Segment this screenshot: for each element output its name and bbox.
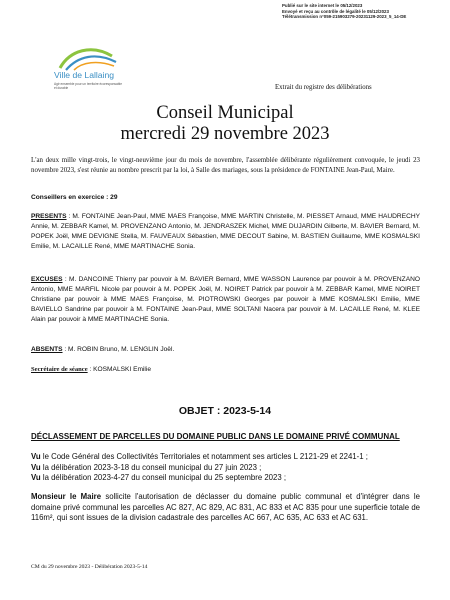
main-subject: Monsieur le Maire	[31, 492, 102, 501]
declassement-heading: DÉCLASSEMENT DE PARCELLES DU DOMAINE PUBLIC DANS LE DOMAINE PRIVÉ COMMUNAL	[31, 432, 400, 441]
vu-label: Vu	[31, 462, 41, 472]
vu-item	[31, 463, 420, 474]
meeting-date: mercredi 29 novembre 2023	[120, 124, 330, 144]
register-extract-label: Extrait du registre des délibérations	[275, 84, 372, 91]
vu-item	[31, 452, 420, 463]
objet-heading: OBJET : 2023-5-14	[178, 405, 272, 417]
logo-swoosh-icon	[52, 42, 132, 72]
presents-list: : M. FONTAINE Jean-Paul, MME MAES Françoise, MME MARTIN Christelle, M. PIESSET Arnaud, MME HAUDRECHY Annie, M. ZEBBAR Kamel, M. PROVENZANO Antonio, M. JENDRASZEK Michel, MME DUJARDIN Gilberte, M. BAVIER Bernard, M. POPEK Joël, MME DEVIGNE Stella, M. FAUVEAUX Sébastien, MME DECOUT Sabine, M. BASTIEN Guillaume, MME KOSMALSKI Emilie, M. LACAILLE René, MME MARTINACHE Sonia.	[31, 213, 420, 250]
page-footer: CM du 29 novembre 2023 - Délibération 2023-5-14	[31, 564, 148, 570]
excuses-label: EXCUSES	[31, 276, 63, 283]
transmission-stamp	[282, 3, 447, 20]
document-title: Conseil Municipal	[156, 103, 294, 123]
absents-label: ABSENTS	[31, 346, 63, 353]
logo-tagline: Agir ensemble pour un territoire écoresponsable et durable	[54, 82, 123, 90]
excuses-list: : M. DANCOINE Thierry par pouvoir à M. BAVIER Bernard, MME WASSON Laurence par pouvoir à M. PROVENZANO Antonio, MME MARFIL Nicole par pouvoir à M. POPEK Joël, M. NOIRET Patrick par pouvoir à M. ZEBBAR Kamel, MME NOIRET Christiane par pouvoir à MME MAES Françoise, M. PIOTROWSKI Georges par pouvoir à MME KOSMALSKI Emilie, MME BAVIELLO Sandrine par pouvoir à M. FONTAINE Jean-Paul, MME SOLTANI Nacera par pouvoir à M. LACAILLE René, M. KLEE Alain par pouvoir à MME MARTINACHE Sonia.	[31, 276, 420, 323]
vu-text: la délibération 2023-4-27 du conseil municipal du 25 septembre 2023 ;	[40, 473, 287, 482]
vu-label: Vu	[31, 452, 41, 461]
town-logo	[52, 42, 132, 108]
absents-paragraph	[31, 345, 420, 355]
main-text: sollicite l'autorisation de déclasser du domaine public communal et d'intégrer dans le domaine privé communal les parcelles AC 827, AC 829, AC 831, AC 833 et AC 835 pour une superficie totale de 116m², qui sont issues de la division cadastrale des parcelles AC 667, AC 635, AC 633 et AC 631.	[31, 492, 421, 522]
stamp-line-transmission: Télétransmission n°059-215903279-20231129-2023_5_14-DE	[282, 14, 407, 20]
absents-list: : M. ROBIN Bruno, M. LENGLIN Joël.	[62, 346, 175, 353]
councillors-count: Conseillers en exercice : 29	[31, 194, 118, 201]
secretary-label: Secrétaire de séance	[31, 366, 88, 373]
excuses-paragraph	[31, 275, 420, 325]
stamp-line-received: Envoyé et reçu au contrôle de légalité le 05/12/2023	[282, 8, 389, 14]
logo-town-name: Ville de Lallaing	[54, 70, 115, 80]
vu-text: le Code Général des Collectivités Territoriales et notamment ses articles L 2121-29 et 2241-1 ;	[40, 452, 368, 461]
main-paragraph	[31, 492, 420, 524]
intro-paragraph: L'an deux mille vingt-trois, le vingt-neuvième jour du mois de novembre, l'assemblée délibérante régulièrement convoquée, le jeudi 23 novembre 2023, s'est réunie au nombre prescrit par la loi, à Salle des mariages, sous la présidence de FONTAINE Jean-Paul, Maire.	[31, 157, 420, 174]
presents-paragraph	[31, 212, 420, 252]
presents-label: PRESENTS	[31, 213, 67, 220]
vu-references	[31, 452, 420, 484]
vu-text: la délibération 2023-3-18 du conseil municipal du 27 juin 2023 ;	[40, 462, 262, 472]
vu-label: Vu	[31, 473, 41, 482]
secretary-name: : KOSMALSKI Emilie	[87, 366, 152, 373]
vu-item	[31, 473, 420, 484]
secretary-paragraph	[31, 365, 420, 375]
stamp-line-published: Publié sur le site internet le 05/12/2023	[282, 3, 363, 8]
